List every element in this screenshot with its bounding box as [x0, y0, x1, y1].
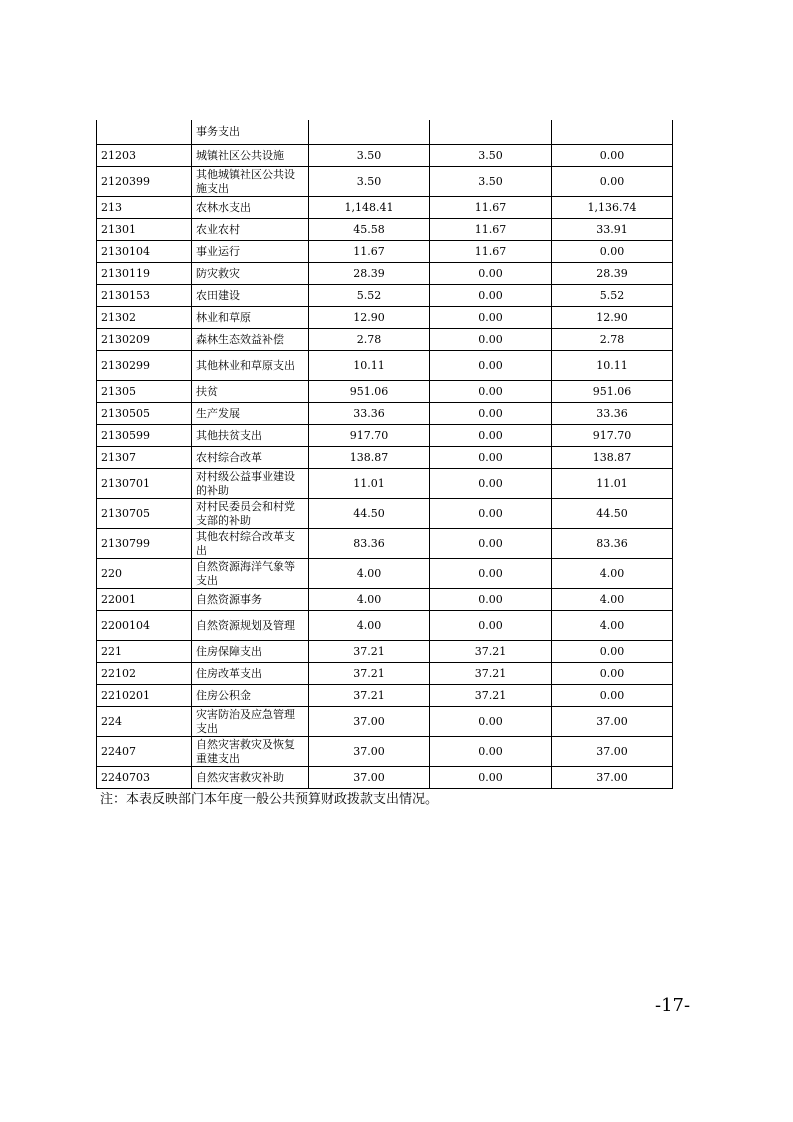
project-expenditure-cell	[552, 120, 673, 145]
table-row	[97, 707, 673, 737]
basic-expenditure-cell: 37.21	[430, 685, 552, 707]
table-row	[97, 307, 673, 329]
basic-expenditure-cell: 37.21	[430, 663, 552, 685]
basic-expenditure-cell: 3.50	[430, 167, 552, 197]
project-expenditure-cell: 11.01	[552, 469, 673, 499]
total-amount-cell: 37.21	[309, 663, 430, 685]
table-row	[97, 381, 673, 403]
total-amount-cell: 83.36	[309, 529, 430, 559]
total-amount-cell: 138.87	[309, 447, 430, 469]
basic-expenditure-cell: 0.00	[430, 263, 552, 285]
subject-name-cell: 事业运行	[192, 241, 309, 263]
basic-expenditure-cell: 0.00	[430, 307, 552, 329]
subject-name-cell: 其他农村综合改革支出	[192, 529, 309, 559]
project-expenditure-cell: 4.00	[552, 611, 673, 641]
subject-code-cell	[97, 120, 192, 145]
subject-code-cell: 2130799	[97, 529, 192, 559]
basic-expenditure-cell: 0.00	[430, 707, 552, 737]
subject-name-cell: 农林水支出	[192, 197, 309, 219]
subject-code-cell: 21305	[97, 381, 192, 403]
table-row	[97, 425, 673, 447]
subject-code-cell: 2130104	[97, 241, 192, 263]
subject-name-cell: 城镇社区公共设施	[192, 145, 309, 167]
total-amount-cell: 951.06	[309, 381, 430, 403]
table-row	[97, 219, 673, 241]
subject-code-cell: 2200104	[97, 611, 192, 641]
subject-name-cell: 自然资源海洋气象等支出	[192, 559, 309, 589]
basic-expenditure-cell: 0.00	[430, 529, 552, 559]
subject-name-cell: 住房保障支出	[192, 641, 309, 663]
subject-name-cell: 自然资源规划及管理	[192, 611, 309, 641]
table-row	[97, 403, 673, 425]
subject-name-cell: 扶贫	[192, 381, 309, 403]
basic-expenditure-cell: 37.21	[430, 641, 552, 663]
basic-expenditure-cell	[430, 120, 552, 145]
table-row	[97, 499, 673, 529]
total-amount-cell: 5.52	[309, 285, 430, 307]
total-amount-cell: 37.21	[309, 685, 430, 707]
subject-name-cell: 住房公积金	[192, 685, 309, 707]
basic-expenditure-cell: 0.00	[430, 559, 552, 589]
total-amount-cell: 33.36	[309, 403, 430, 425]
subject-code-cell: 21301	[97, 219, 192, 241]
subject-name-cell: 森林生态效益补偿	[192, 329, 309, 351]
subject-code-cell: 2210201	[97, 685, 192, 707]
subject-name-cell: 其他城镇社区公共设施支出	[192, 167, 309, 197]
subject-code-cell: 21302	[97, 307, 192, 329]
subject-code-cell: 21307	[97, 447, 192, 469]
project-expenditure-cell: 33.91	[552, 219, 673, 241]
project-expenditure-cell: 37.00	[552, 767, 673, 789]
total-amount-cell: 37.21	[309, 641, 430, 663]
table-row	[97, 685, 673, 707]
project-expenditure-cell: 12.90	[552, 307, 673, 329]
subject-code-cell: 22407	[97, 737, 192, 767]
subject-name-cell: 自然资源事务	[192, 589, 309, 611]
subject-name-cell: 灾害防治及应急管理支出	[192, 707, 309, 737]
table-row	[97, 611, 673, 641]
subject-code-cell: 2120399	[97, 167, 192, 197]
table-row	[97, 589, 673, 611]
subject-name-cell: 事务支出	[192, 120, 309, 145]
total-amount-cell: 3.50	[309, 167, 430, 197]
subject-code-cell: 2130599	[97, 425, 192, 447]
table-row	[97, 529, 673, 559]
subject-code-cell: 213	[97, 197, 192, 219]
basic-expenditure-cell: 0.00	[430, 285, 552, 307]
total-amount-cell: 11.67	[309, 241, 430, 263]
subject-code-cell: 2240703	[97, 767, 192, 789]
total-amount-cell: 37.00	[309, 737, 430, 767]
subject-name-cell: 其他扶贫支出	[192, 425, 309, 447]
subject-name-cell: 农村综合改革	[192, 447, 309, 469]
total-amount-cell: 2.78	[309, 329, 430, 351]
subject-code-cell: 2130701	[97, 469, 192, 499]
project-expenditure-cell: 917.70	[552, 425, 673, 447]
table-note: 注：本表反映部门本年度一般公共预算财政拨款支出情况。	[100, 792, 439, 807]
project-expenditure-cell: 0.00	[552, 663, 673, 685]
basic-expenditure-cell: 11.67	[430, 241, 552, 263]
total-amount-cell: 37.00	[309, 767, 430, 789]
total-amount-cell: 917.70	[309, 425, 430, 447]
subject-code-cell: 22102	[97, 663, 192, 685]
project-expenditure-cell: 5.52	[552, 285, 673, 307]
basic-expenditure-cell: 0.00	[430, 447, 552, 469]
subject-code-cell: 2130505	[97, 403, 192, 425]
table-row	[97, 469, 673, 499]
total-amount-cell	[309, 120, 430, 145]
project-expenditure-cell: 0.00	[552, 167, 673, 197]
total-amount-cell: 37.00	[309, 707, 430, 737]
subject-name-cell: 林业和草原	[192, 307, 309, 329]
project-expenditure-cell: 0.00	[552, 641, 673, 663]
project-expenditure-cell: 4.00	[552, 589, 673, 611]
table-row	[97, 737, 673, 767]
subject-name-cell: 其他林业和草原支出	[192, 351, 309, 381]
basic-expenditure-cell: 0.00	[430, 589, 552, 611]
total-amount-cell: 4.00	[309, 611, 430, 641]
basic-expenditure-cell: 0.00	[430, 611, 552, 641]
subject-name-cell: 防灾救灾	[192, 263, 309, 285]
table-row	[97, 767, 673, 789]
budget-expenditure-table	[96, 120, 673, 789]
table-body	[97, 120, 673, 789]
project-expenditure-cell: 4.00	[552, 559, 673, 589]
subject-name-cell: 农业农村	[192, 219, 309, 241]
basic-expenditure-cell: 0.00	[430, 381, 552, 403]
table-row	[97, 447, 673, 469]
total-amount-cell: 4.00	[309, 589, 430, 611]
basic-expenditure-cell: 0.00	[430, 351, 552, 381]
basic-expenditure-cell: 0.00	[430, 425, 552, 447]
table-row	[97, 559, 673, 589]
subject-code-cell: 21203	[97, 145, 192, 167]
total-amount-cell: 28.39	[309, 263, 430, 285]
subject-code-cell: 2130705	[97, 499, 192, 529]
subject-code-cell: 2130299	[97, 351, 192, 381]
table-row	[97, 351, 673, 381]
basic-expenditure-cell: 11.67	[430, 219, 552, 241]
basic-expenditure-cell: 3.50	[430, 145, 552, 167]
project-expenditure-cell: 1,136.74	[552, 197, 673, 219]
project-expenditure-cell: 2.78	[552, 329, 673, 351]
project-expenditure-cell: 0.00	[552, 241, 673, 263]
table-row	[97, 263, 673, 285]
subject-code-cell: 22001	[97, 589, 192, 611]
project-expenditure-cell: 0.00	[552, 685, 673, 707]
subject-code-cell: 221	[97, 641, 192, 663]
project-expenditure-cell: 28.39	[552, 263, 673, 285]
table-row	[97, 241, 673, 263]
basic-expenditure-cell: 0.00	[430, 499, 552, 529]
basic-expenditure-cell: 0.00	[430, 469, 552, 499]
subject-name-cell: 农田建设	[192, 285, 309, 307]
page-number: -17-	[655, 995, 691, 1016]
subject-code-cell: 224	[97, 707, 192, 737]
project-expenditure-cell: 951.06	[552, 381, 673, 403]
table-row	[97, 167, 673, 197]
project-expenditure-cell: 33.36	[552, 403, 673, 425]
total-amount-cell: 12.90	[309, 307, 430, 329]
total-amount-cell: 4.00	[309, 559, 430, 589]
subject-name-cell: 自然灾害救灾补助	[192, 767, 309, 789]
basic-expenditure-cell: 0.00	[430, 737, 552, 767]
basic-expenditure-cell: 0.00	[430, 767, 552, 789]
project-expenditure-cell: 138.87	[552, 447, 673, 469]
total-amount-cell: 44.50	[309, 499, 430, 529]
project-expenditure-cell: 37.00	[552, 707, 673, 737]
total-amount-cell: 10.11	[309, 351, 430, 381]
project-expenditure-cell: 10.11	[552, 351, 673, 381]
subject-name-cell: 住房改革支出	[192, 663, 309, 685]
subject-code-cell: 220	[97, 559, 192, 589]
total-amount-cell: 3.50	[309, 145, 430, 167]
basic-expenditure-cell: 0.00	[430, 329, 552, 351]
project-expenditure-cell: 44.50	[552, 499, 673, 529]
subject-code-cell: 2130119	[97, 263, 192, 285]
project-expenditure-cell: 83.36	[552, 529, 673, 559]
total-amount-cell: 45.58	[309, 219, 430, 241]
table-row	[97, 641, 673, 663]
table-row	[97, 197, 673, 219]
subject-name-cell: 生产发展	[192, 403, 309, 425]
total-amount-cell: 1,148.41	[309, 197, 430, 219]
table-row	[97, 663, 673, 685]
subject-name-cell: 自然灾害救灾及恢复重建支出	[192, 737, 309, 767]
subject-name-cell: 对村级公益事业建设的补助	[192, 469, 309, 499]
subject-code-cell: 2130153	[97, 285, 192, 307]
total-amount-cell: 11.01	[309, 469, 430, 499]
subject-name-cell: 对村民委员会和村党支部的补助	[192, 499, 309, 529]
basic-expenditure-cell: 11.67	[430, 197, 552, 219]
table-row	[97, 285, 673, 307]
table-row	[97, 145, 673, 167]
table-row	[97, 329, 673, 351]
table-row	[97, 120, 673, 145]
project-expenditure-cell: 37.00	[552, 737, 673, 767]
subject-code-cell: 2130209	[97, 329, 192, 351]
project-expenditure-cell: 0.00	[552, 145, 673, 167]
basic-expenditure-cell: 0.00	[430, 403, 552, 425]
